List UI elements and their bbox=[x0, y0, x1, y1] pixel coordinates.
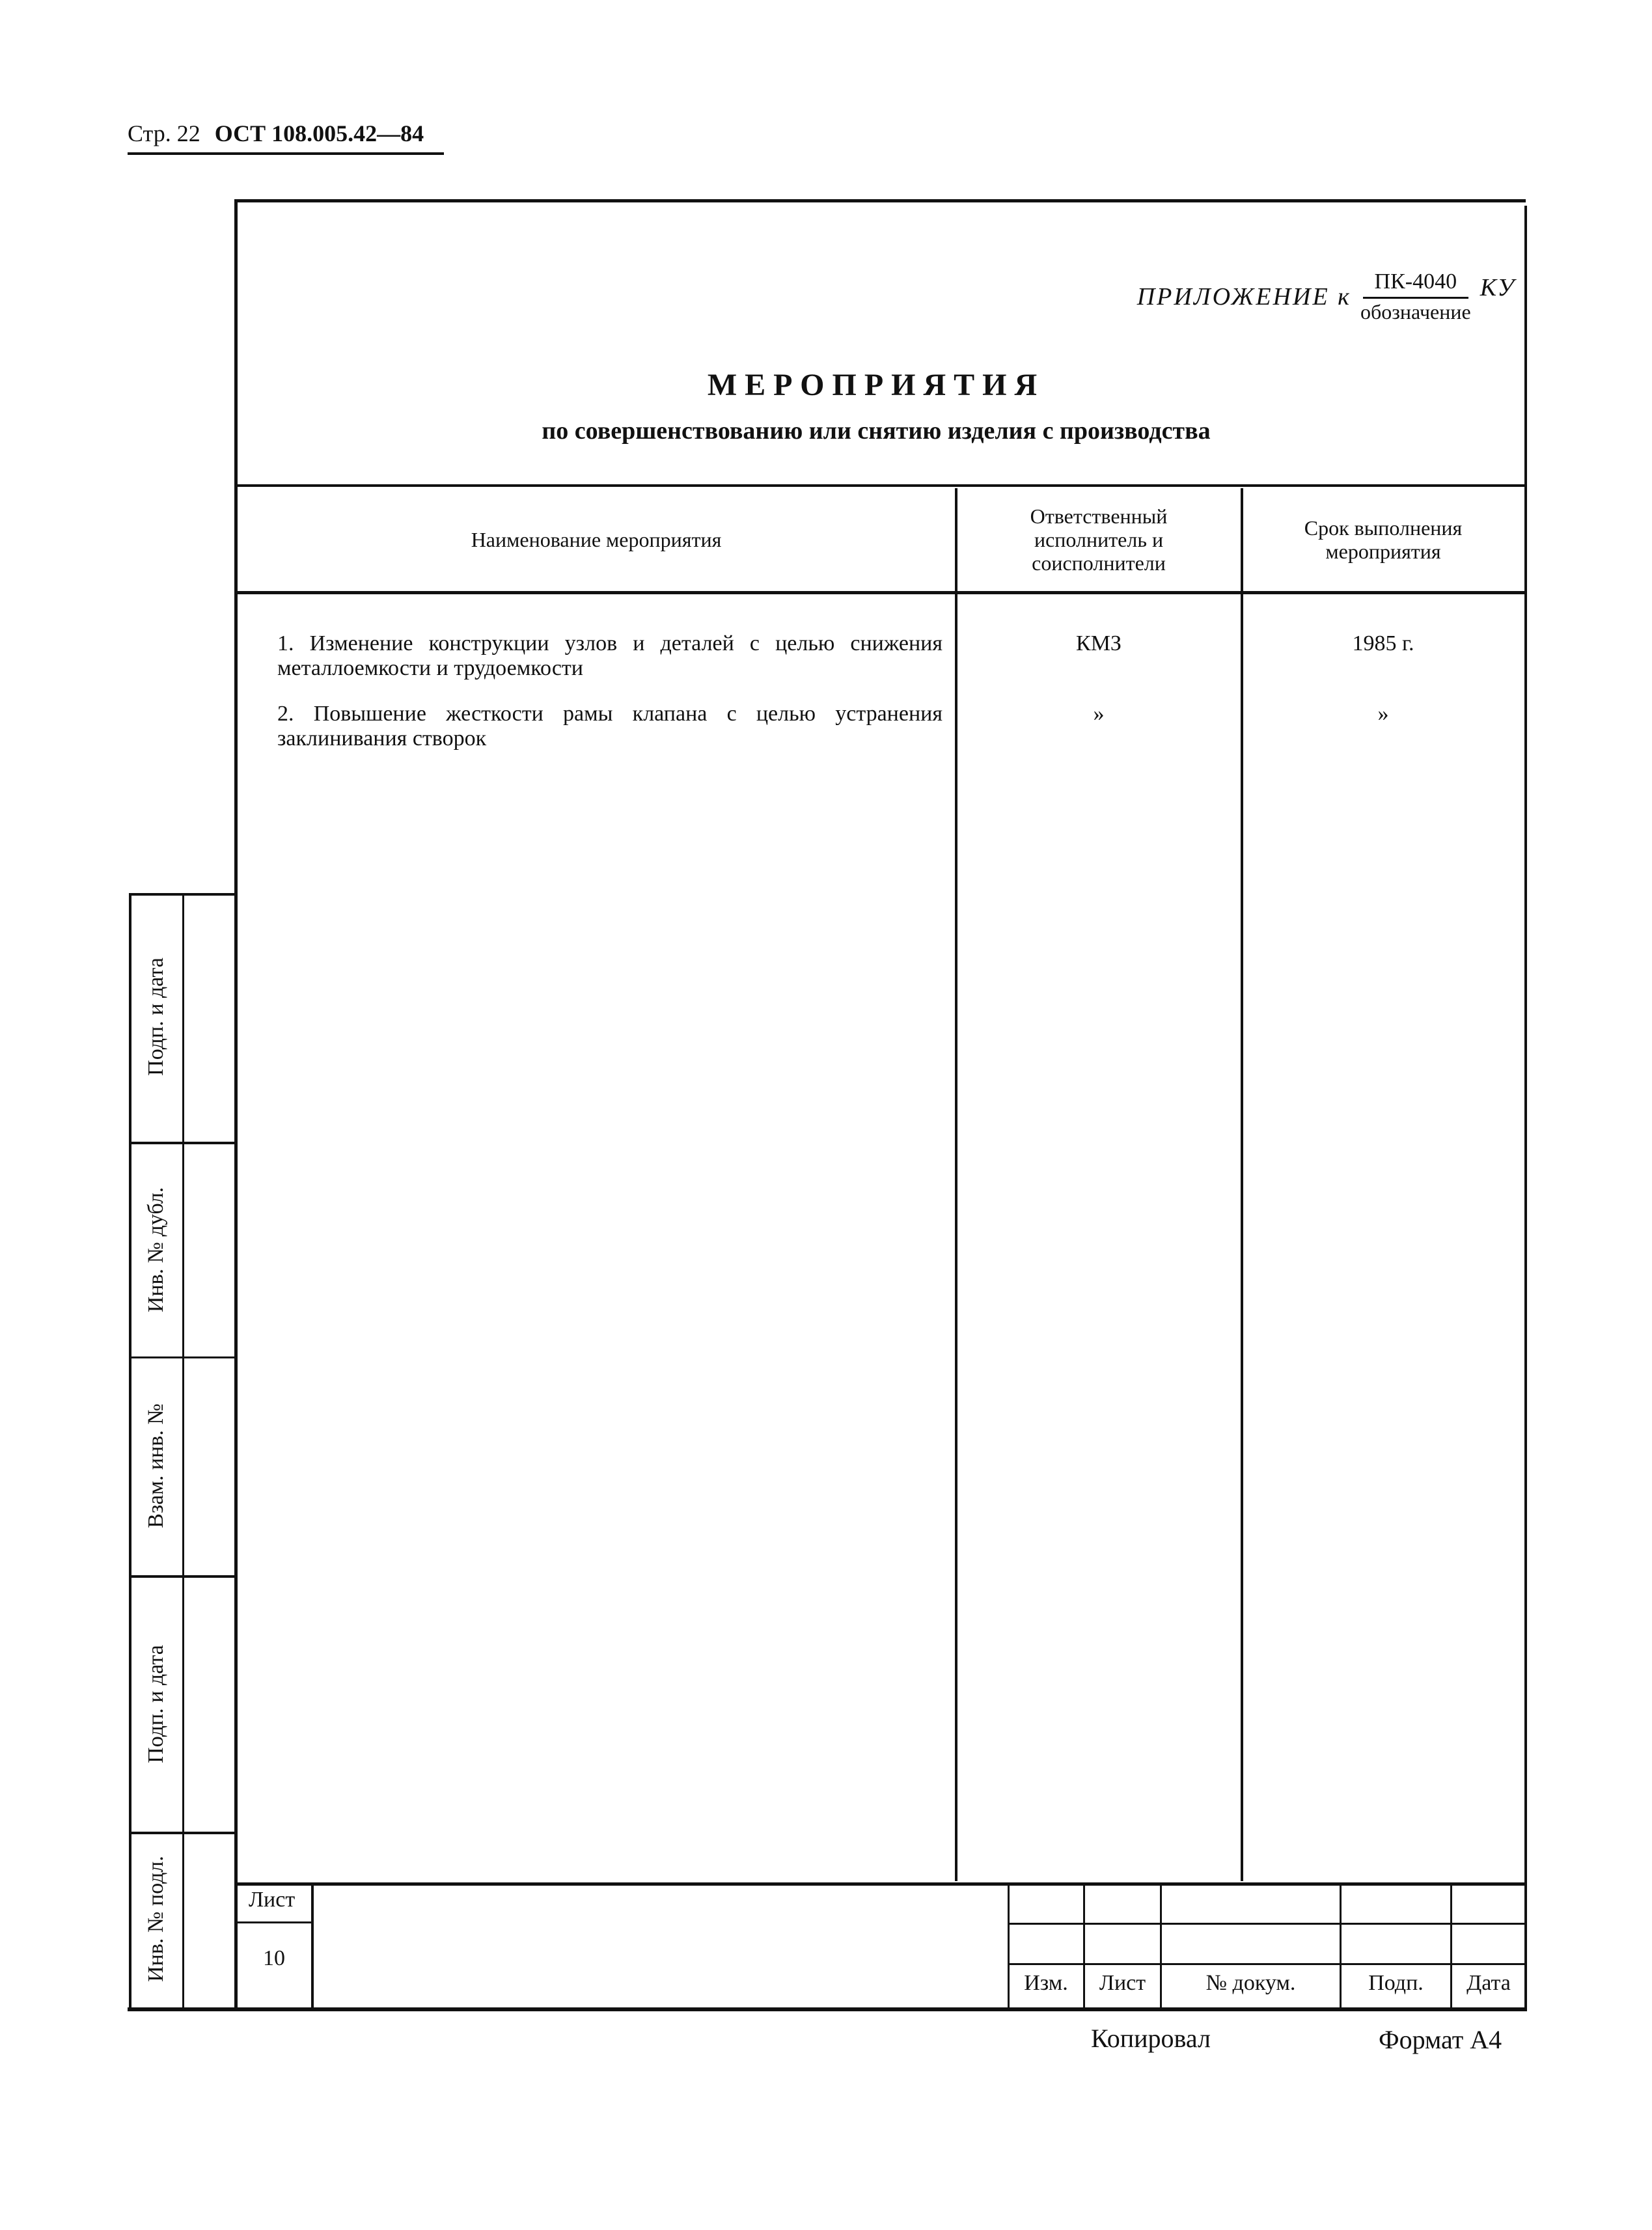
table-row-1-deadline: 1985 г. bbox=[1352, 631, 1414, 655]
table-row-1-name: 1. Изменение конструкции узлов и деталей с целью снижения металлоемкости и трудоемкости bbox=[277, 631, 943, 680]
header-underline bbox=[128, 152, 444, 155]
designation-value: ПК-4040 bbox=[1363, 269, 1469, 299]
side-stamp-signature-date-1: Подп. и дата bbox=[144, 957, 168, 1076]
title-block-row-1 bbox=[1009, 1923, 1524, 1925]
side-stamp-duplicate-inv: Инв. № дубл. bbox=[144, 1187, 168, 1313]
title-block-top bbox=[236, 1882, 1526, 1886]
side-stamp-line-4 bbox=[129, 1832, 236, 1834]
side-stamp-left bbox=[129, 893, 131, 2007]
document-title: МЕРОПРИЯТИЯ bbox=[707, 368, 1045, 402]
column-header-name: Наименование мероприятия bbox=[471, 528, 722, 551]
title-block-sheet-divider bbox=[311, 1884, 314, 2007]
frame-bottom bbox=[128, 2007, 1527, 2011]
title-block-podp-label: Подп. bbox=[1368, 1971, 1424, 1995]
document-subtitle: по совершенствованию или снятию изделия с производства bbox=[542, 417, 1211, 445]
appendix-reference bbox=[1137, 266, 1515, 328]
table-row-2-deadline: » bbox=[1377, 702, 1389, 726]
side-stamp-top bbox=[129, 893, 236, 896]
table-header-bottom-rule bbox=[236, 591, 1526, 594]
frame-left bbox=[234, 199, 238, 2011]
frame-right bbox=[1524, 206, 1527, 2011]
title-block-row-2 bbox=[1009, 1963, 1524, 1965]
sheet-number: 10 bbox=[263, 1946, 285, 1970]
column-divider-2 bbox=[1241, 488, 1243, 1881]
title-block-sheet-rule bbox=[238, 1921, 311, 1923]
footer-format: Формат А4 bbox=[1379, 2025, 1502, 2054]
column-header-deadline: Срок выполнения мероприятия bbox=[1304, 516, 1463, 563]
page-number: Стр. 22 bbox=[128, 120, 200, 146]
title-block-list-label: Лист bbox=[1099, 1971, 1146, 1995]
title-block-doc-label: № докум. bbox=[1205, 1971, 1296, 1995]
designation-suffix: КУ bbox=[1480, 274, 1515, 301]
table-row-2-name: 2. Повышение жесткости рамы клапана с целью устранения заклинивания створок bbox=[277, 702, 943, 750]
side-stamp-divider bbox=[182, 893, 184, 2007]
side-stamp-line-2 bbox=[129, 1356, 236, 1358]
side-stamp-line-3 bbox=[129, 1575, 236, 1578]
designation-caption: обозначение bbox=[1360, 300, 1471, 323]
page-header bbox=[128, 120, 424, 147]
frame-top bbox=[236, 199, 1526, 202]
table-header-top-rule bbox=[236, 484, 1526, 487]
side-stamp-line-1 bbox=[129, 1142, 236, 1144]
column-divider-1 bbox=[955, 488, 957, 1881]
title-block-date-label: Дата bbox=[1466, 1971, 1511, 1995]
column-header-executor: Ответственный исполнитель и соисполнители bbox=[1030, 504, 1168, 575]
sheet-label: Лист bbox=[249, 1888, 296, 1912]
footer-copied: Копировал bbox=[1091, 2024, 1211, 2053]
table-row-2-executor: » bbox=[1093, 702, 1105, 726]
table-row-1-executor: КМЗ bbox=[1076, 631, 1122, 655]
side-stamp-signature-date-2: Подп. и дата bbox=[144, 1645, 168, 1763]
standard-code: ОСТ 108.005.42—84 bbox=[214, 120, 424, 146]
side-stamp-original-inv: Инв. № подл. bbox=[144, 1856, 168, 1982]
appendix-label: ПРИЛОЖЕНИЕ к bbox=[1136, 283, 1351, 310]
side-stamp-replacement-inv: Взам. инв. № bbox=[144, 1403, 168, 1528]
title-block-izm-label: Изм. bbox=[1024, 1971, 1068, 1995]
designation-fraction bbox=[1360, 269, 1471, 324]
